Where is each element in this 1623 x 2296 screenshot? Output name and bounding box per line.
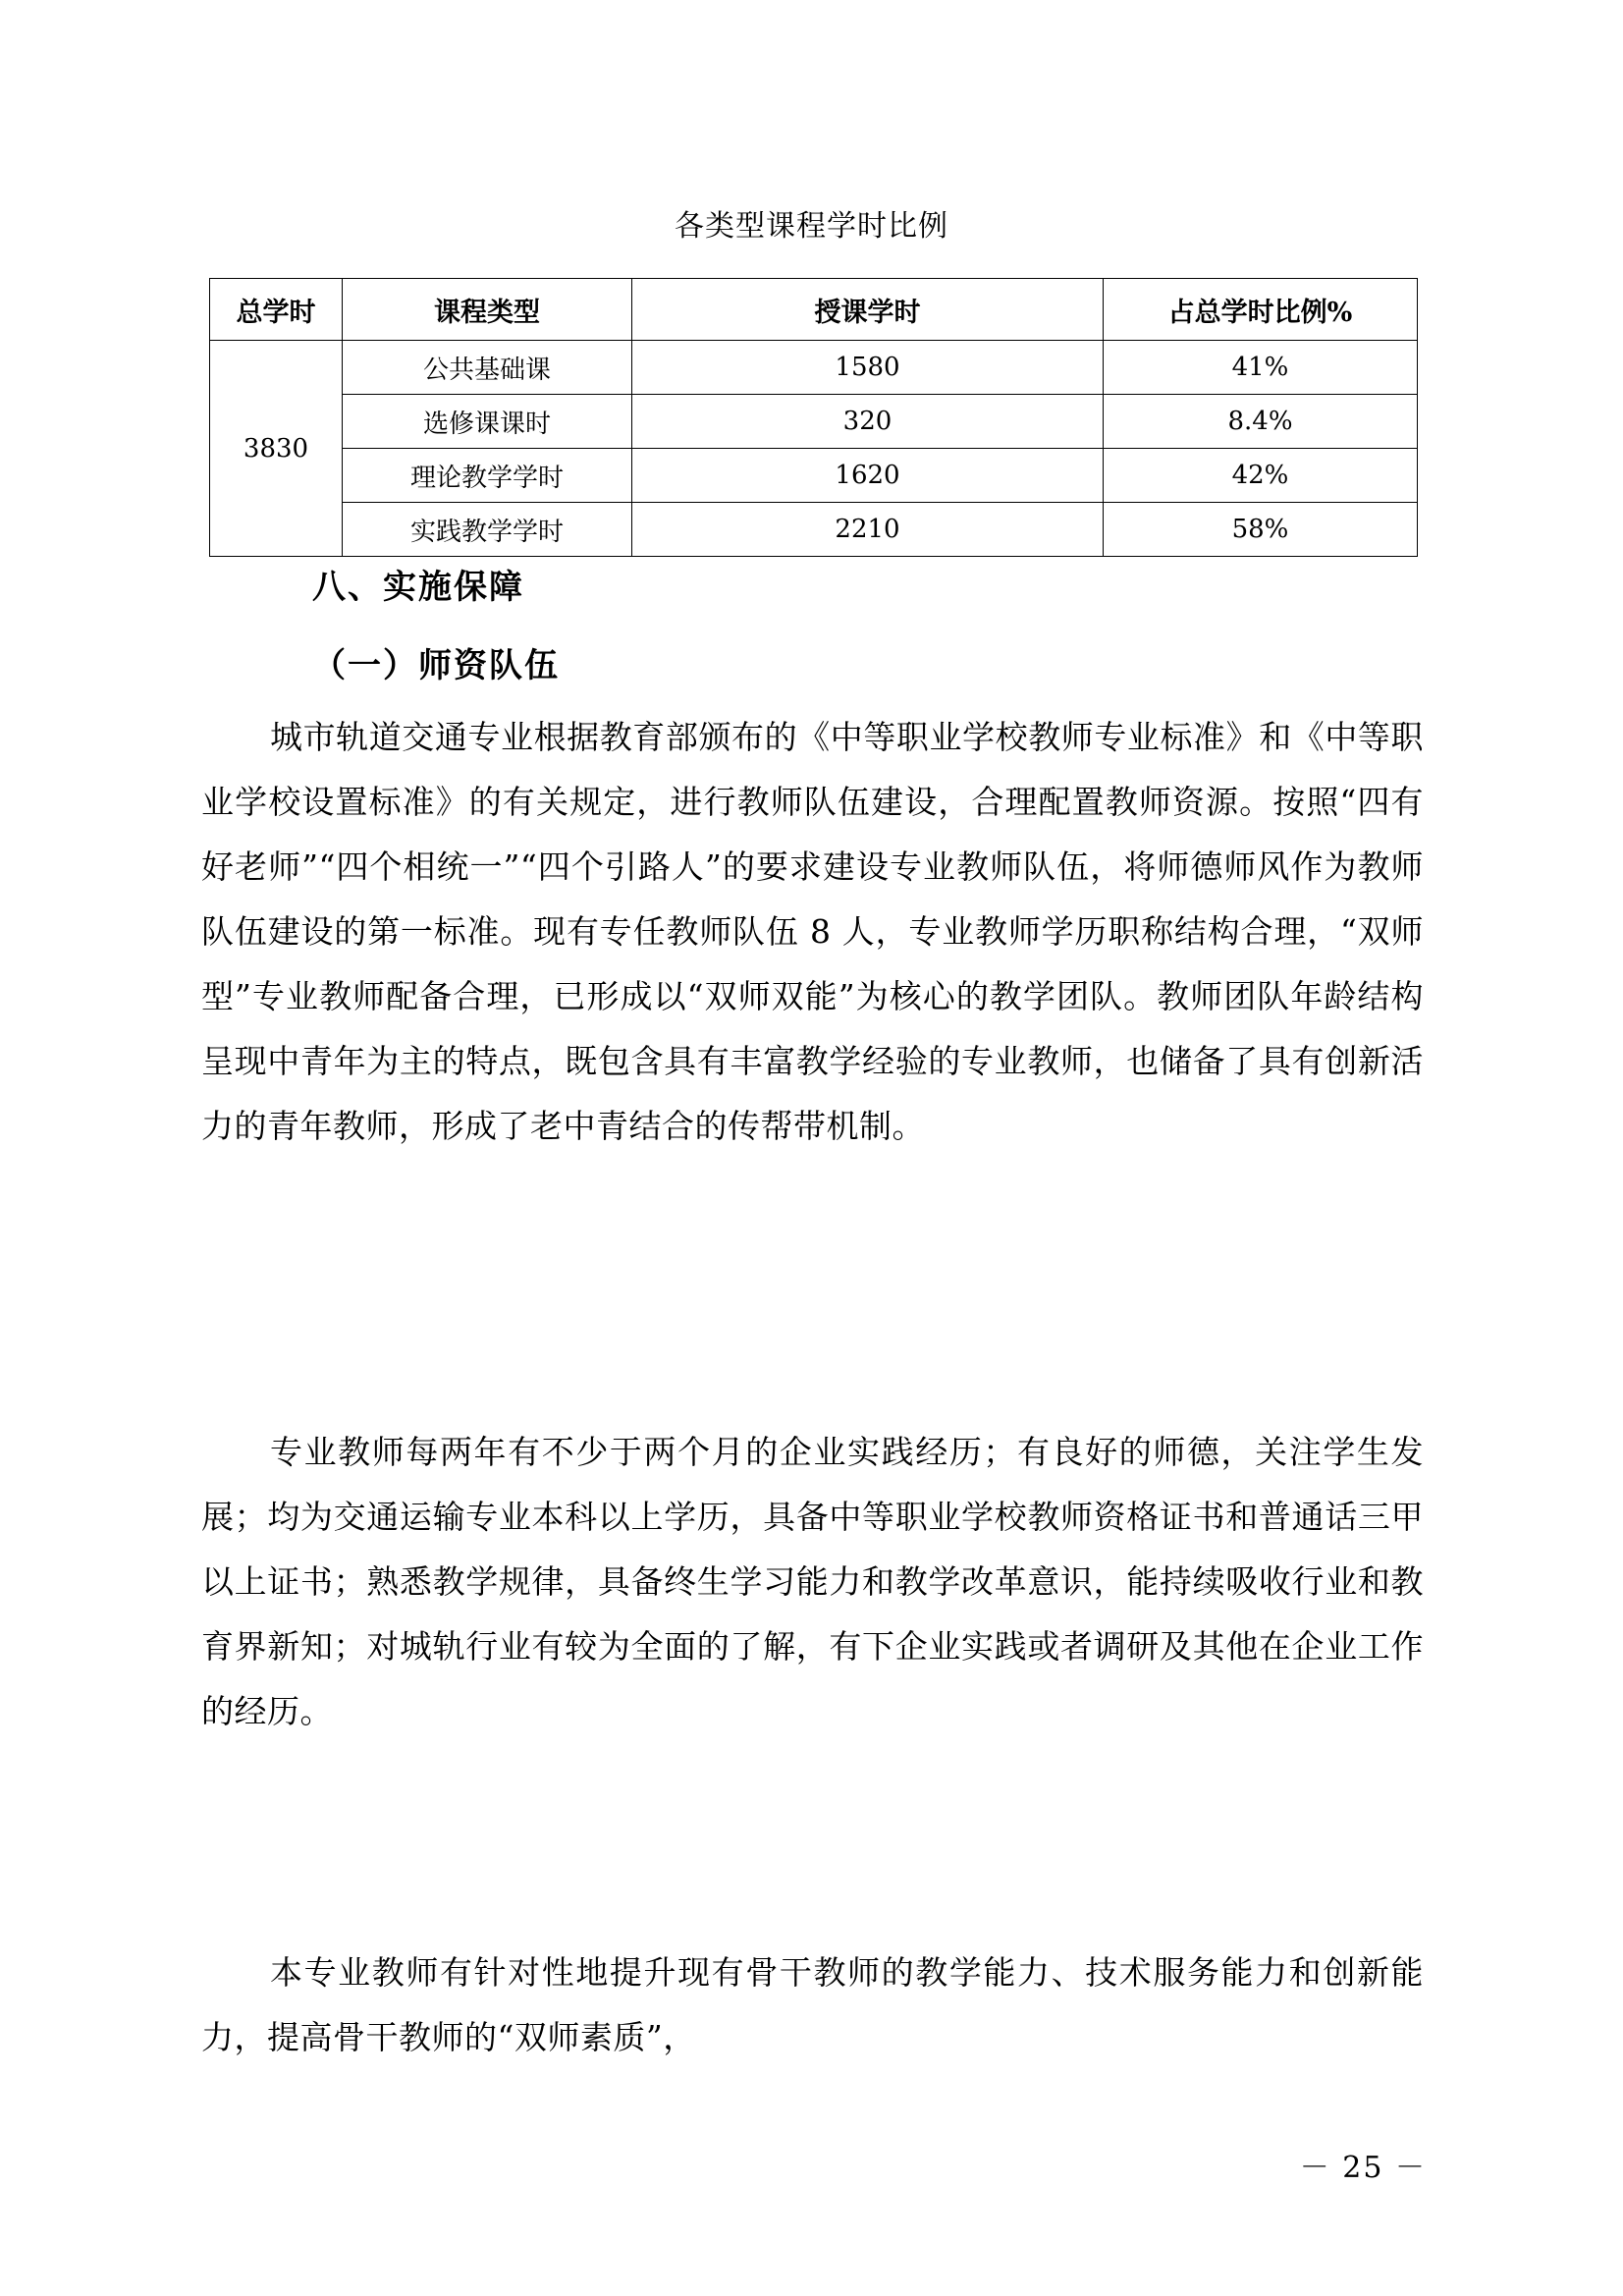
row-percent: 42% — [1104, 449, 1418, 503]
subsection-heading: （一）师资队伍 — [312, 646, 560, 685]
column-header-total-hours: 总学时 — [210, 279, 343, 341]
paragraph-text: 城市轨道交通专业根据教育部颁布的《中等职业学校教师专业标准》和《中等职业学校设置标准》的有关规定，进行教师队伍建设，合理配置教师资源。按照“四有好老师”“四个相统一”“四个引路人”的要求建设专业教师队伍，将师德师风作为教师队伍建设的第一标准。现有专任教师队伍 8 人，专业教师学历职称结构合理，“双师型”专业教师配备合理，已形成以“双师双能”为核心的教学团队。教师团队年龄结构呈现中青年为主的特点，既包含具有丰富教学经验的专业教师，也储备了具有创新活力的青年教师，形成了老中青结合的传帮带机制。 — [201, 718, 1424, 1145]
row-course-type: 公共基础课 — [343, 341, 632, 395]
paragraph-enterprise-practice — [201, 1420, 1424, 1744]
table-row — [210, 449, 1418, 503]
total-hours-value: 3830 — [210, 341, 343, 557]
section-heading: 八、实施保障 — [312, 568, 524, 607]
table-row — [210, 341, 1418, 395]
paragraph-text: 专业教师每两年有不少于两个月的企业实践经历；有良好的师德，关注学生发展；均为交通运输专业本科以上学历，具备中等职业学校教师资格证书和普通话三甲以上证书；熟悉教学规律，具备终生学习能力和教学改革意识，能持续吸收行业和教育界新知；对城轨行业有较为全面的了解，有下企业实践或者调研及其他在企业工作的经历。 — [201, 1433, 1424, 1730]
page-number: － 25 － — [1299, 2151, 1427, 2185]
column-header-teaching-hours: 授课学时 — [632, 279, 1104, 341]
table-row — [210, 503, 1418, 557]
row-course-type: 理论教学学时 — [343, 449, 632, 503]
column-header-percent: 占总学时比例% — [1104, 279, 1418, 341]
row-course-type: 实践教学学时 — [343, 503, 632, 557]
column-header-course-type: 课程类型 — [343, 279, 632, 341]
table-header-row — [210, 279, 1418, 341]
course-hours-table — [209, 278, 1418, 557]
row-percent: 41% — [1104, 341, 1418, 395]
row-teaching-hours: 320 — [632, 395, 1104, 449]
table-caption: 各类型课程学时比例 — [675, 209, 948, 244]
row-percent: 58% — [1104, 503, 1418, 557]
row-teaching-hours: 1620 — [632, 449, 1104, 503]
row-percent: 8.4% — [1104, 395, 1418, 449]
paragraph-skill-improvement — [201, 1941, 1424, 2070]
row-teaching-hours: 2210 — [632, 503, 1104, 557]
row-teaching-hours: 1580 — [632, 341, 1104, 395]
paragraph-text: 本专业教师有针对性地提升现有骨干教师的教学能力、技术服务能力和创新能力，提高骨干教师的“双师素质”， — [201, 1953, 1424, 2056]
paragraph-teaching-staff — [201, 705, 1424, 1159]
table-row — [210, 395, 1418, 449]
row-course-type: 选修课课时 — [343, 395, 632, 449]
